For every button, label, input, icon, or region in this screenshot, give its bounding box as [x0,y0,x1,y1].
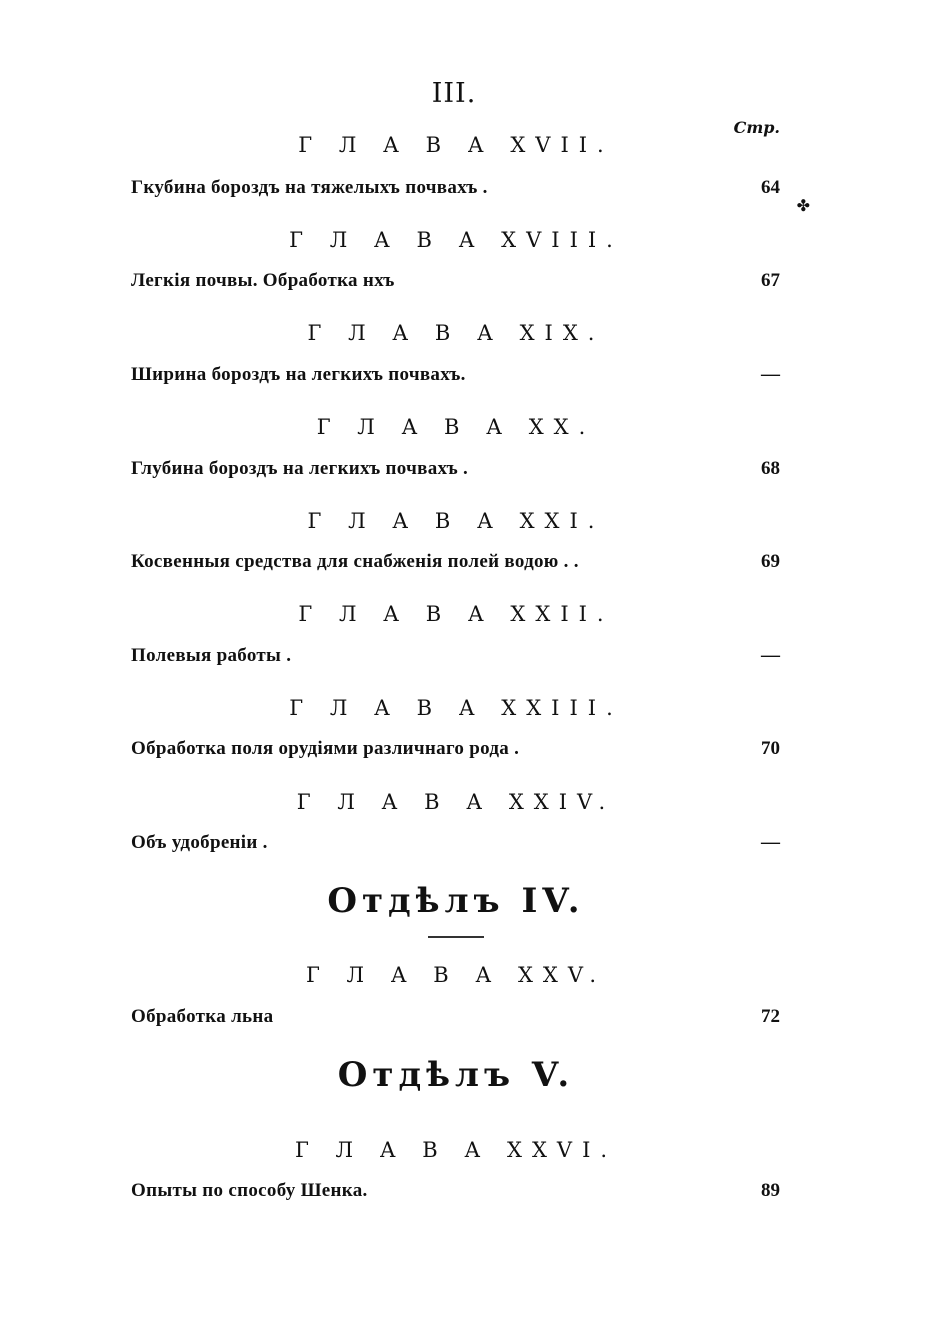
entry-page: — [761,364,780,385]
chapter-heading: Г Л А В А XXII. [298,602,614,626]
chapter-heading: Г Л А В А XXIV. [296,790,616,814]
entry-title: Объ удобреніи . [131,832,268,853]
entry-title: Ширина бороздъ на легкихъ почвахъ. [131,364,466,385]
chapter-heading: Г Л А В А XXI. [307,509,605,533]
chapter-heading: Г Л А В А XVII. [298,133,614,157]
entry-page: 72 [761,1006,780,1027]
entry-page: 69 [761,551,780,572]
entry-title: Обработка льна [131,1006,274,1027]
entry-title: Глубина бороздъ на легкихъ почвахъ . [131,458,469,479]
chapter-heading: Г Л А В А XXVI. [294,1138,618,1162]
entry-title: Легкія почвы. Обработка нхъ [131,270,395,291]
chapter-heading: Г Л А В А XIX. [307,321,605,345]
entry-page: — [761,645,780,666]
entry-title: Гкубина бороздъ на тяжелыхъ почвахъ . [131,177,488,198]
page-number: III. [431,78,477,109]
entry-page: 68 [761,458,780,479]
section-divider [428,936,484,938]
section-title: Отдѣлъ IV. [327,881,585,921]
chapter-heading: Г Л А В А XX. [316,415,596,439]
page-column-label: Стр. [733,118,780,137]
entry-page: 89 [761,1180,780,1201]
entry-title: Обработка поля орудіями различнаго рода . [131,738,520,759]
chapter-heading: Г Л А В А XXIII. [289,696,623,720]
entry-page: — [761,832,780,853]
entry-title: Опыты по способу Шенка. [131,1180,368,1201]
entry-title: Косвенныя средства для снабженія полей водою . . [131,551,579,572]
chapter-heading: Г Л А В А XXV. [305,963,607,987]
ink-blot: ✤ [796,196,810,215]
entry-page: 70 [761,738,780,759]
entry-page: 64 [761,177,780,198]
section-title: Отдѣлъ V. [337,1055,575,1095]
entry-title: Полевыя работы . [131,645,292,666]
chapter-heading: Г Л А В А XVIII. [289,228,623,252]
entry-page: 67 [761,270,780,291]
